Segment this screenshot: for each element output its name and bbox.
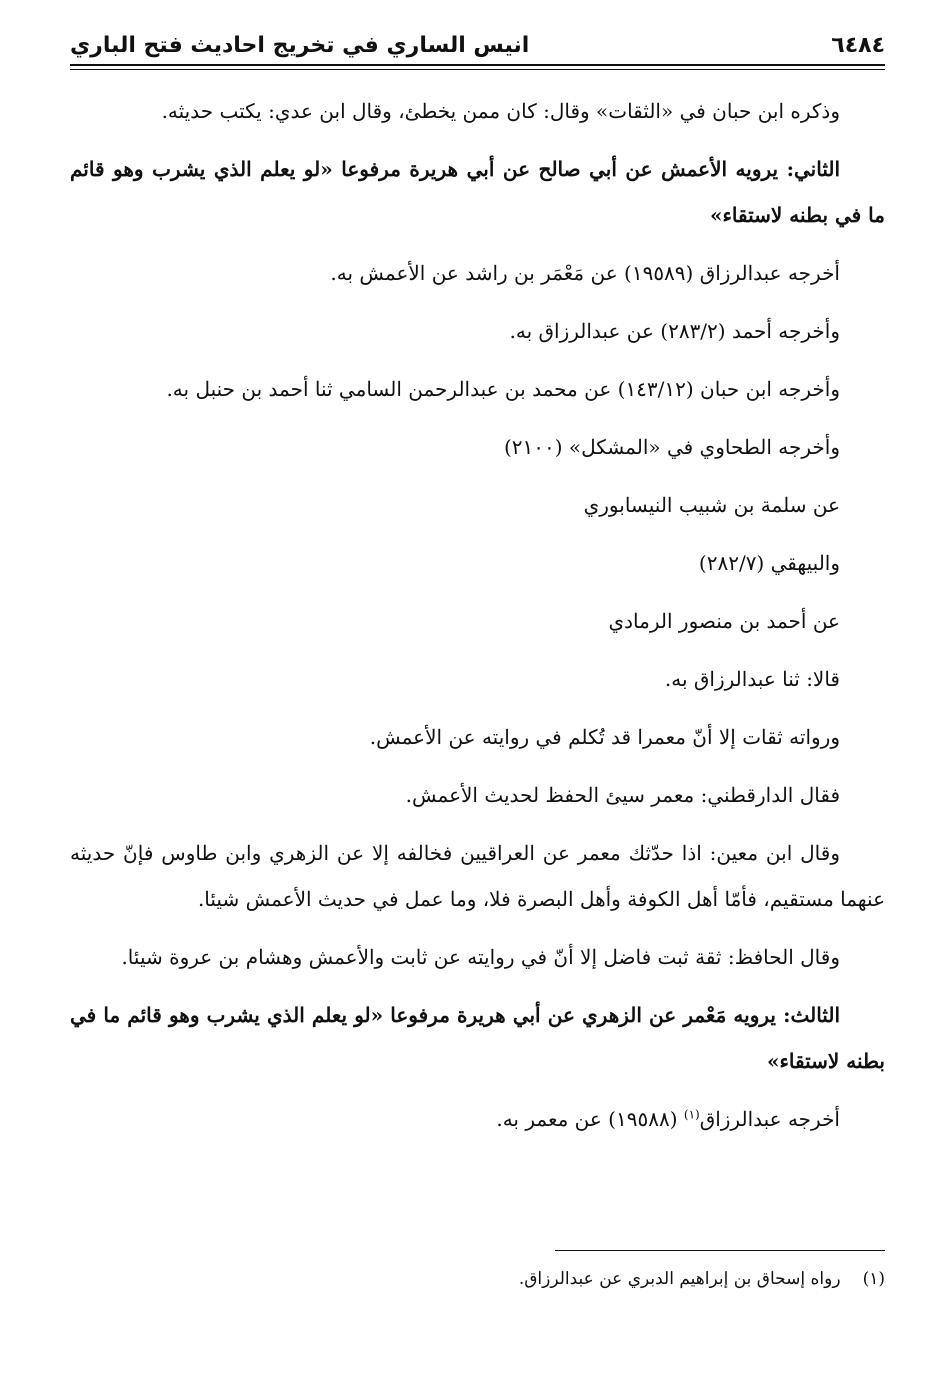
paragraph-11: ورواته ثقات إلا أنّ معمرا قد تُكلم في روايته عن الأعمش. [369,725,840,749]
page-number: ٦٤٨٤ [831,33,885,58]
footnote-separator [555,1250,885,1251]
page [70,22,885,1362]
section-lead: الثاني [793,157,840,181]
paragraph-9: عن أحمد بن منصور الرمادي [608,609,840,633]
paragraph-2: الثاني: يرويه الأعمش عن أبي صالح عن أبي هريرة مرفوعا «لو يعلم الذي يشرب وهو قائم ما في بطنه لاستقاء» [70,157,885,227]
paragraph-6: وأخرجه الطحاوي في «المشكل» (٢١٠٠) [503,435,840,459]
header-rule-thick [70,64,885,66]
section-lead: الثالث [790,1003,840,1027]
paragraph-3: أخرجه عبدالرزاق (١٩٥٨٩) عن مَعْمَر بن راشد عن الأعمش به. [330,261,840,285]
header-rule-thin [70,69,885,70]
paragraph-1: وذكره ابن حبان في «الثقات» وقال: كان ممن يخطئ، وقال ابن عدي: يكتب حديثه. [161,99,840,123]
footnote-text: رواه إسحاق بن إبراهيم الدبري عن عبدالرزاق. [518,1269,841,1289]
running-header [70,22,885,58]
paragraph-14: وقال الحافظ: ثقة ثبت فاضل إلا أنّ في روايته عن ثابت والأعمش وهشام بن عروة شيئا. [121,945,840,969]
paragraph-7: عن سلمة بن شبيب النيسابوري [583,493,840,517]
footnote [519,1267,885,1291]
footnote-number: (١) [862,1269,885,1289]
paragraph-4: وأخرجه أحمد (٢٨٣/٢) عن عبدالرزاق به. [509,319,840,343]
paragraph-16: أخرجه عبدالرزاق$^{(١)}$ (١٩٥٨٨) عن معمر به. [496,1107,840,1131]
paragraph-8: والبيهقي (٢٨٢/٧) [698,551,840,575]
paragraph-15: الثالث: يرويه مَعْمر عن الزهري عن أبي هريرة مرفوعا «لو يعلم الذي يشرب وهو قائم ما في بطنه لاستقاء» [70,1003,885,1073]
paragraph-10: قالا: ثنا عبدالرزاق به. [664,667,840,691]
footnote-reference[interactable]: (١) [683,1107,700,1122]
main-text [70,88,885,1142]
paragraph-13: وقال ابن معين: اذا حدّثك معمر عن العراقيين فخالفه إلا عن الزهري وابن طاوس فإنّ حديثه عنهما مستقيم، فأمّا أهل الكوفة وأهل البصرة فلا، وما عمل في حديث الأعمش شيئا. [70,841,885,911]
book-title: انيس الساري في تخريج احاديث فتح الباري [70,33,530,58]
paragraph-5: وأخرجه ابن حبان (١٤٣/١٢) عن محمد بن عبدالرحمن السامي ثنا أحمد بن حنبل به. [166,377,840,401]
paragraph-12: فقال الدارقطني: معمر سيئ الحفظ لحديث الأعمش. [405,783,840,807]
